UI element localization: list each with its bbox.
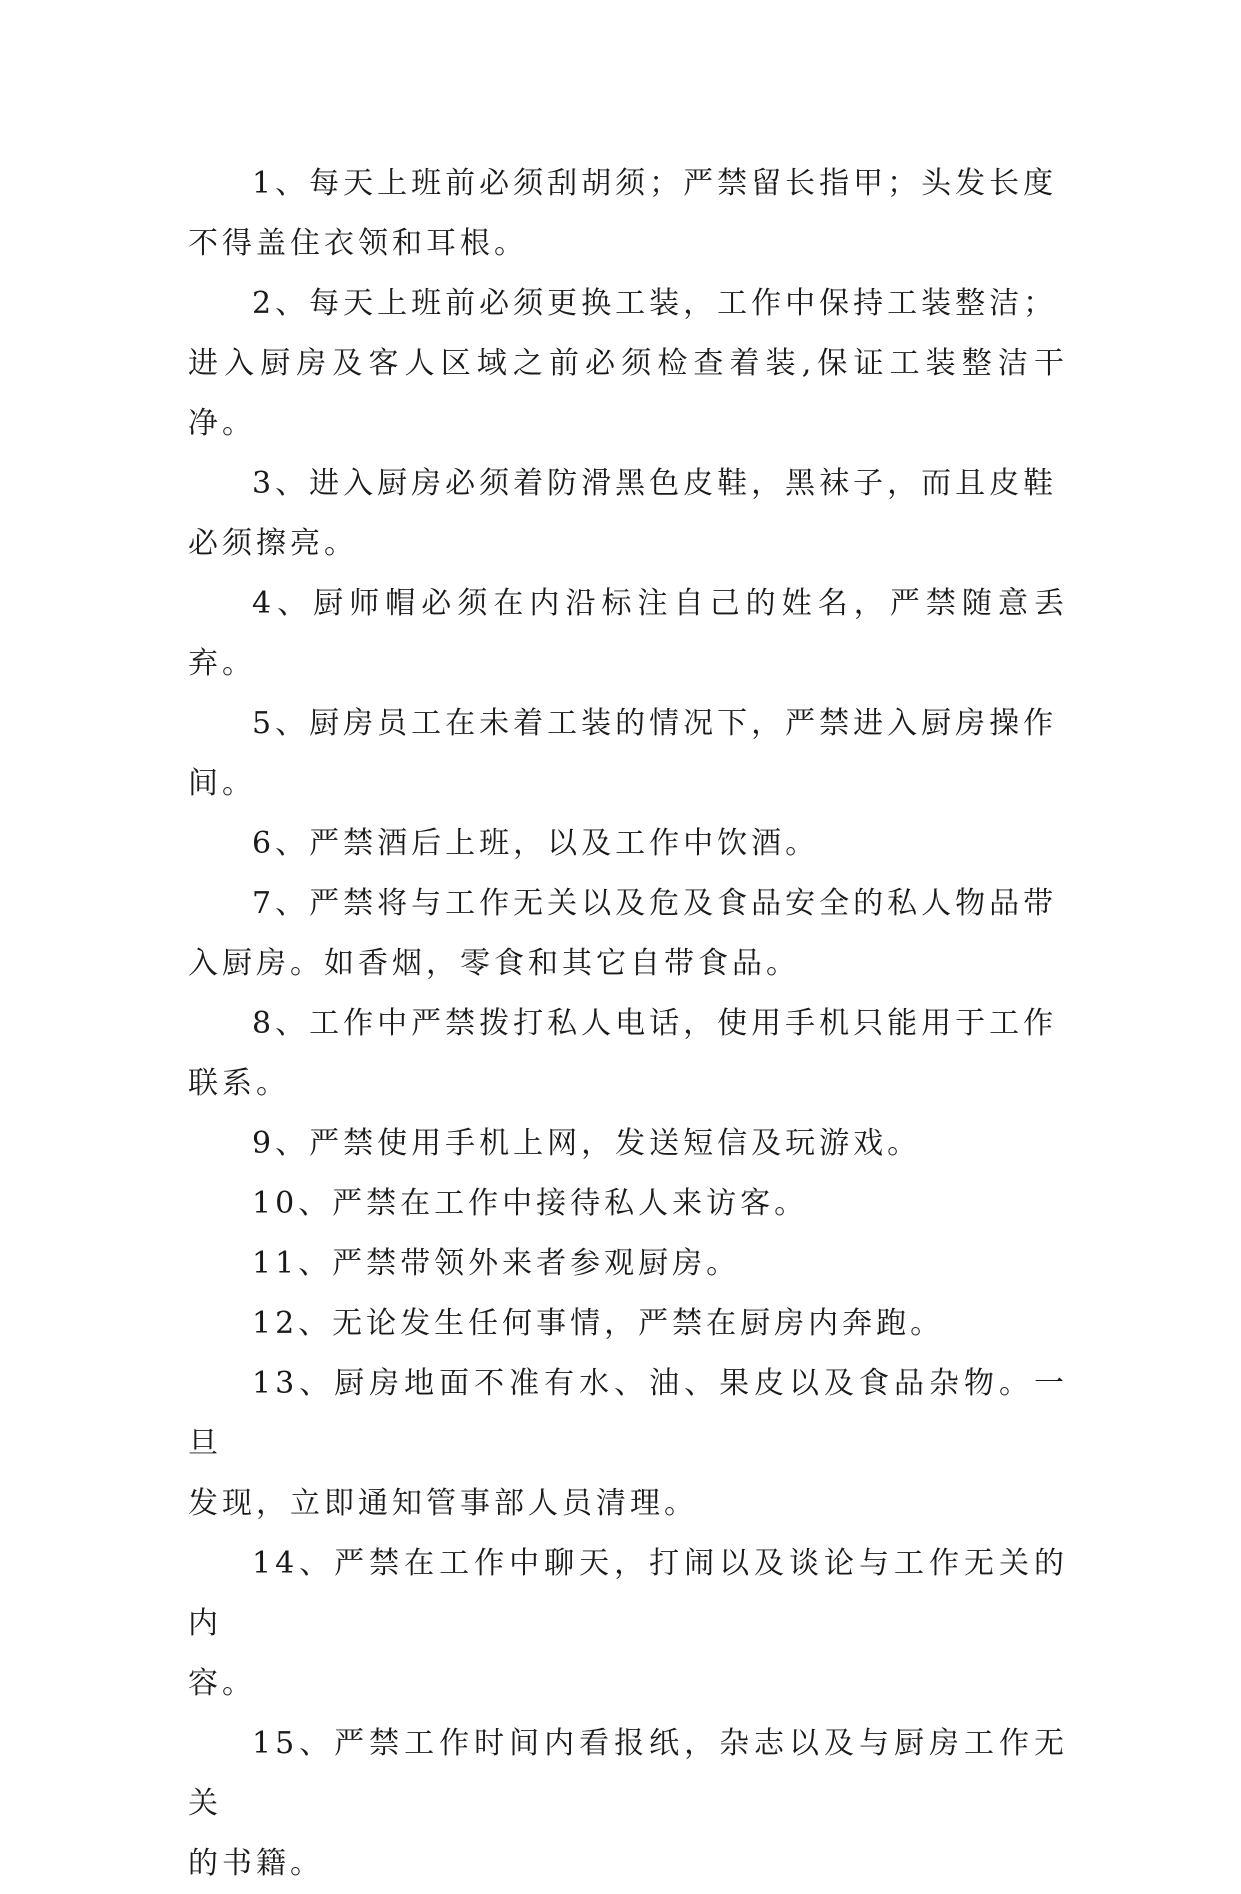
rule-item-2: 2、每天上班前必须更换工装，工作中保持工装整洁； 进入厨房及客人区域之前必须检查着装,保证工装整洁干净。: [188, 286, 1068, 441]
rule-item-3: 3、进入厨房必须着防滑黑色皮鞋，黑袜子，而且皮鞋 必须擦亮。: [188, 466, 1058, 561]
rule-item-4: 4、厨师帽必须在内沿标注自己的姓名，严禁随意丢弃。: [188, 586, 1068, 681]
rule-item-12: 12、无论发生任何事情，严禁在厨房内奔跑。: [252, 1306, 945, 1341]
rule-item-9: 9、严禁使用手机上网，发送短信及玩游戏。: [252, 1126, 922, 1161]
rule-item-10: 10、严禁在工作中接待私人来访客。: [252, 1186, 809, 1221]
rules-list: [188, 154, 1068, 1894]
rule-item-1: 1、每天上班前必须刮胡须；严禁留长指甲；头发长度 不得盖住衣领和耳根。: [188, 166, 1058, 261]
rule-item-14: 14、严禁在工作中聊天，打闹以及谈论与工作无关的内 容。: [188, 1546, 1068, 1701]
rule-item-8: 8、工作中严禁拨打私人电话，使用手机只能用于工作 联系。: [188, 1006, 1058, 1101]
rule-item-5: 5、厨房员工在未着工装的情况下，严禁进入厨房操作 间。: [188, 706, 1058, 801]
rule-item-6: 6、严禁酒后上班，以及工作中饮酒。: [252, 826, 820, 861]
rule-item-13: 13、厨房地面不准有水、油、果皮以及食品杂物。一旦 发现，立即通知管事部人员清理。: [188, 1366, 1068, 1521]
rule-item-7: 7、严禁将与工作无关以及危及食品安全的私人物品带 入厨房。如香烟，零食和其它自带食品。: [188, 886, 1058, 981]
rule-item-11: 11、严禁带领外来者参观厨房。: [252, 1246, 741, 1281]
rule-item-15: 15、严禁工作时间内看报纸，杂志以及与厨房工作无关 的书籍。: [188, 1726, 1068, 1881]
